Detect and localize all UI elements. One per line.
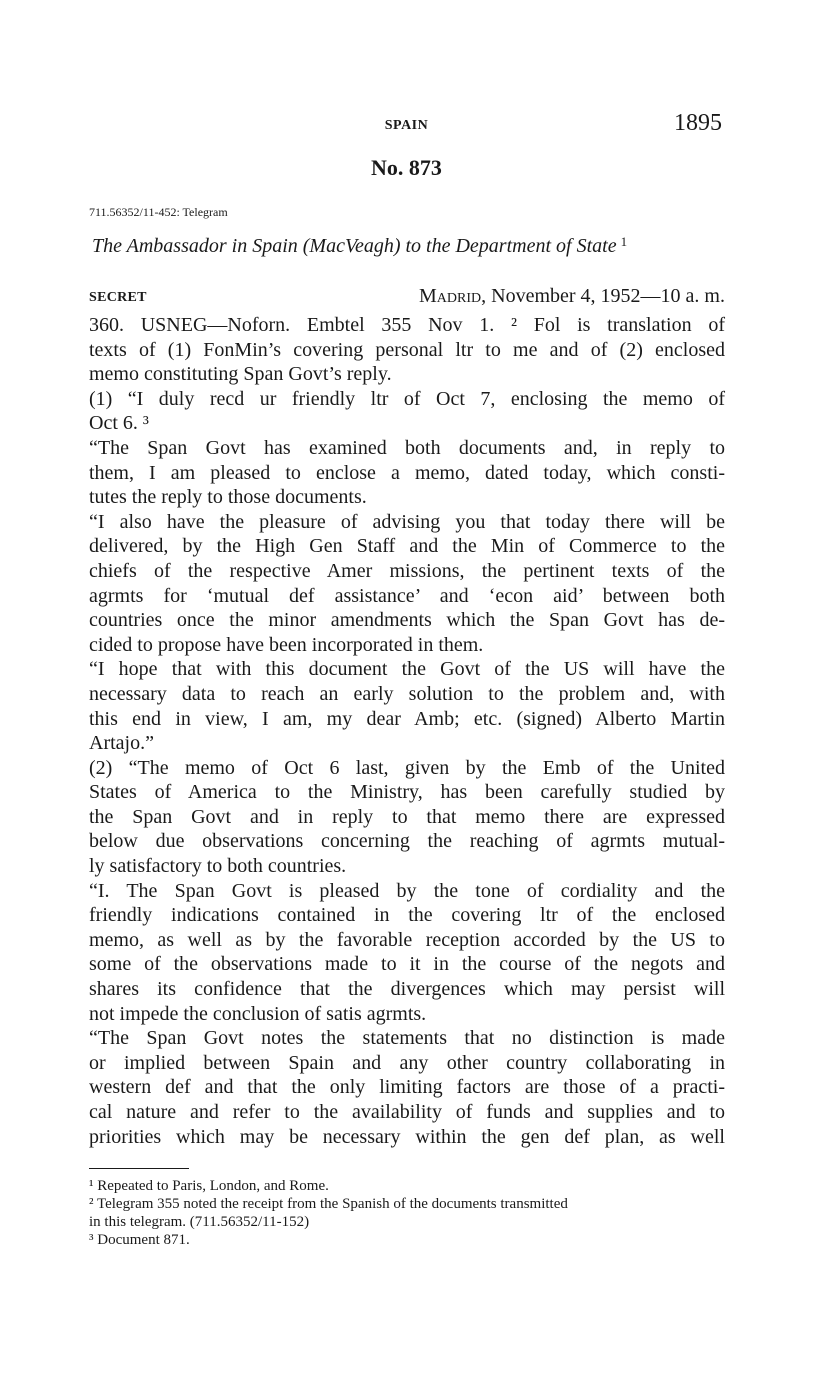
body-line: cal nature and refer to the availability of funds and supplies and to [89, 1101, 725, 1123]
footnote-3: ³ Document 871. [89, 1232, 190, 1248]
body-line: friendly indications contained in the covering ltr of the enclosed [89, 904, 725, 927]
body-line: not impede the conclusion of satis agrmts. [89, 1002, 427, 1025]
body-line: some of the observations made to it in the course of the negots and [89, 953, 725, 976]
body-line: western def and that the only limiting factors are those of a practi- [89, 1076, 725, 1099]
body-line: texts of (1) FonMin’s covering personal ltr to me and of (2) enclosed [89, 338, 725, 361]
body-line: memo constituting Span Govt’s reply. [89, 363, 392, 386]
body-line: (1) “I duly recd ur friendly ltr of Oct 7, enclosing the memo of [89, 387, 725, 410]
body-line: Artajo.” [89, 732, 154, 755]
title-footnote-marker: 1 [620, 234, 628, 249]
footnote-1: ¹ Repeated to Paris, London, and Rome. [89, 1178, 329, 1194]
body-line: countries once the minor amendments which the Span Govt has de- [89, 609, 725, 632]
running-head: SPAIN [384, 118, 429, 133]
body-line: agrmts for ‘mutual def assistance’ and ‘econ aid’ between both [89, 584, 725, 607]
body-line: (2) “The memo of Oct 6 last, given by the Emb of the United [89, 756, 725, 779]
body-line: States of America to the Ministry, has been carefully studied by [89, 781, 725, 804]
body-line: chiefs of the respective Amer missions, the pertinent texts of the [89, 559, 725, 582]
footnote-2: ² Telegram 355 noted the receipt from the Spanish of the documents transmitted [89, 1196, 568, 1212]
body-line: Oct 6. ³ [89, 412, 149, 435]
body-line: the Span Govt and in reply to that memo there are expressed [89, 805, 725, 828]
body-line: “The Span Govt has examined both documents and, in reply to [89, 436, 725, 459]
document-title-line [92, 234, 627, 258]
footnote-divider [89, 1168, 189, 1169]
body-line: “I hope that with this document the Govt of the US will have the [89, 658, 725, 681]
body-line: below due observations concerning the reaching of agrmts mutual- [89, 830, 725, 853]
body-line: necessary data to reach an early solution to the problem and, with [89, 682, 725, 705]
footnotes [89, 1177, 725, 1249]
telegram-body [89, 313, 725, 1149]
document-title: The Ambassador in Spain (MacVeagh) to the Department of State [92, 235, 617, 257]
body-line: this end in view, I am, my dear Amb; etc. (signed) Alberto Martin [89, 707, 725, 730]
body-line: ly satisfactory to both countries. [89, 855, 347, 878]
body-line: tutes the reply to those documents. [89, 486, 367, 509]
dateline [419, 285, 725, 308]
dateline-place: Madrid [419, 285, 482, 307]
body-line: shares its confidence that the divergences which may persist will [89, 978, 725, 1001]
page-number: 1895 [674, 110, 722, 136]
body-line: 360. USNEG—Noforn. Embtel 355 Nov 1. ² Fol is translation of [89, 314, 725, 336]
body-line: delivered, by the High Gen Staff and the Min of Commerce to the [89, 535, 725, 558]
file-reference: 711.56352/11-452: Telegram [89, 205, 228, 219]
document-number: No. 873 [371, 155, 442, 180]
classification-marking: SECRET [89, 290, 147, 305]
body-line: them, I am pleased to enclose a memo, dated today, which consti- [89, 461, 725, 484]
body-line: “I. The Span Govt is pleased by the tone of cordiality and the [89, 879, 725, 902]
body-line: or implied between Spain and any other country collaborating in [89, 1051, 725, 1074]
footnote-2-continued: in this telegram. (711.56352/11-152) [89, 1214, 310, 1230]
body-line: cided to propose have been incorporated in them. [89, 633, 484, 656]
dateline-row [89, 285, 725, 311]
body-line: memo, as well as by the favorable reception accorded by the US to [89, 928, 725, 951]
dateline-date: , November 4, 1952—10 a. m. [481, 285, 725, 307]
body-line: priorities which may be necessary within the gen def plan, as well [89, 1125, 725, 1148]
body-line: “I also have the pleasure of advising you that today there will be [89, 510, 725, 533]
body-line: “The Span Govt notes the statements that no distinction is made [89, 1027, 725, 1050]
